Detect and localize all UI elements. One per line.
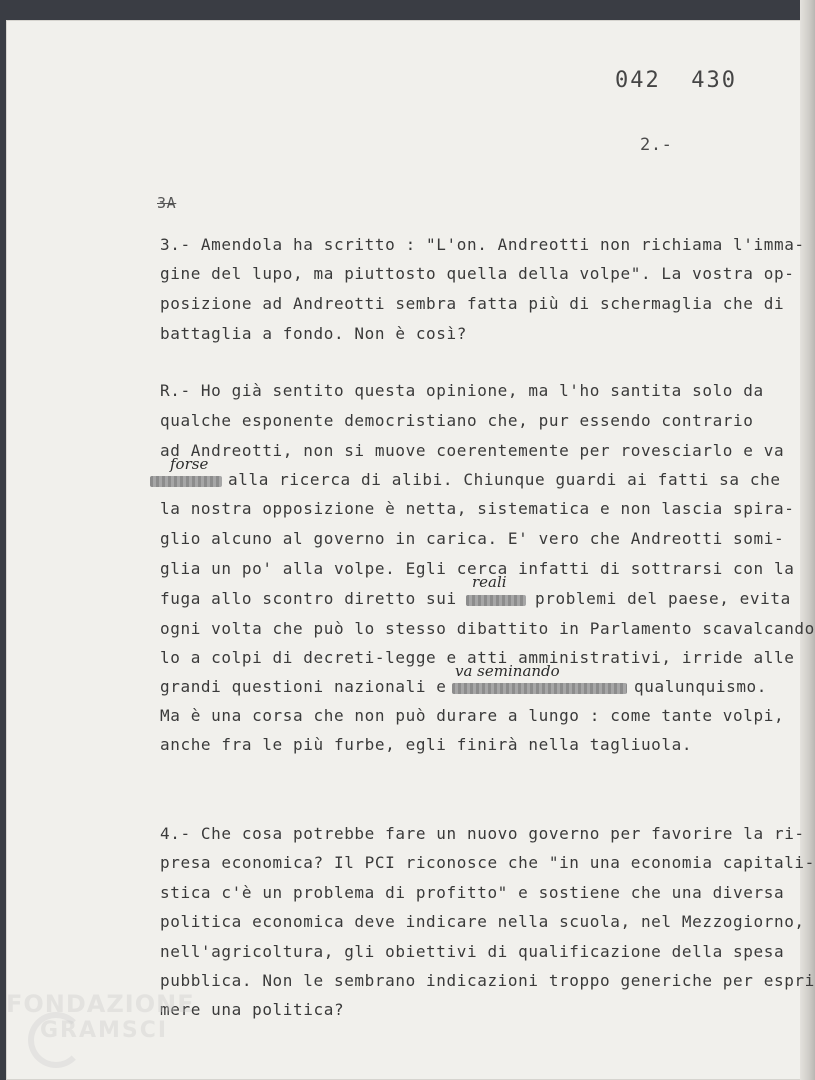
q4-line-1: 4.- Che cosa potrebbe fare un nuovo governo per favorire la ri- — [160, 824, 805, 843]
struck-mark: 3A — [157, 194, 177, 212]
q4-line-5: nell'agricoltura, gli obiettivi di qualificazione della spesa — [160, 942, 785, 961]
q3-line-1: 3.- Amendola ha scritto : "L'on. Andreotti non richiama l'imma- — [160, 235, 805, 254]
q3-line-3: posizione ad Andreotti sembra fatta più di schermaglia che di — [160, 294, 785, 313]
answer-line-3: ad Andreotti, non si muove coerentemente per rovesciarlo e va — [160, 441, 785, 460]
document-number: 042 430 — [615, 68, 737, 93]
watermark-line-2: GRAMSCI — [40, 1018, 169, 1043]
answer-line-13: anche fra le più furbe, egli finirà nella tagliuola. — [160, 735, 693, 754]
answer-line-8a: fuga allo scontro diretto sui — [160, 589, 457, 608]
q4-line-7: mere una politica? — [160, 1000, 345, 1019]
answer-line-4: alla ricerca di alibi. Chiunque guardi ai fatti sa che — [228, 470, 781, 489]
q4-line-3: stica c'è un problema di profitto" e sostiene che una diversa — [160, 883, 785, 902]
redaction-mark — [150, 476, 222, 487]
handwritten-va-seminando: va seminando — [455, 662, 560, 680]
q4-line-6: pubblica. Non le sembrano indicazioni troppo generiche per espri — [160, 971, 815, 990]
page-number: 2.- — [640, 135, 673, 155]
answer-line-10: lo a colpi di decreti-legge e atti amministrativi, irride alle — [160, 648, 795, 667]
answer-line-12: Ma è una corsa che non può durare a lungo : come tante volpi, — [160, 706, 785, 725]
answer-line-9: ogni volta che può lo stesso dibattito in Parlamento scavalcando — [160, 619, 815, 638]
watermark-line-1: FONDAZIONE — [6, 990, 195, 1018]
answer-line-5: la nostra opposizione è netta, sistematica e non lascia spira- — [160, 499, 795, 518]
answer-line-11b: qualunquismo. — [634, 677, 768, 696]
answer-line-6: glio alcuno al governo in carica. E' vero che Andreotti somi- — [160, 529, 785, 548]
answer-line-2: qualche esponente democristiano che, pur essendo contrario — [160, 411, 754, 430]
q4-line-2: presa economica? Il PCI riconosce che "in una economia capitali- — [160, 853, 815, 872]
answer-line-1: R.- Ho già sentito questa opinione, ma l'ho santita solo da — [160, 381, 764, 400]
answer-line-7: glia un po' alla volpe. Egli cerca infatti di sottrarsi con la — [160, 559, 795, 578]
answer-line-8b: problemi del paese, evita — [535, 589, 791, 608]
redaction-mark-3 — [452, 683, 627, 694]
handwritten-forse: forse — [170, 455, 209, 473]
answer-line-11a: grandi questioni nazionali e — [160, 677, 447, 696]
handwritten-reali: reali — [472, 573, 507, 591]
q3-line-2: gine del lupo, ma piuttosto quella della volpe". La vostra op- — [160, 264, 795, 283]
q3-line-4: battaglia a fondo. Non è così? — [160, 324, 467, 343]
redaction-mark-2 — [466, 595, 526, 606]
q4-line-4: politica economica deve indicare nella scuola, nel Mezzogiorno, — [160, 912, 805, 931]
